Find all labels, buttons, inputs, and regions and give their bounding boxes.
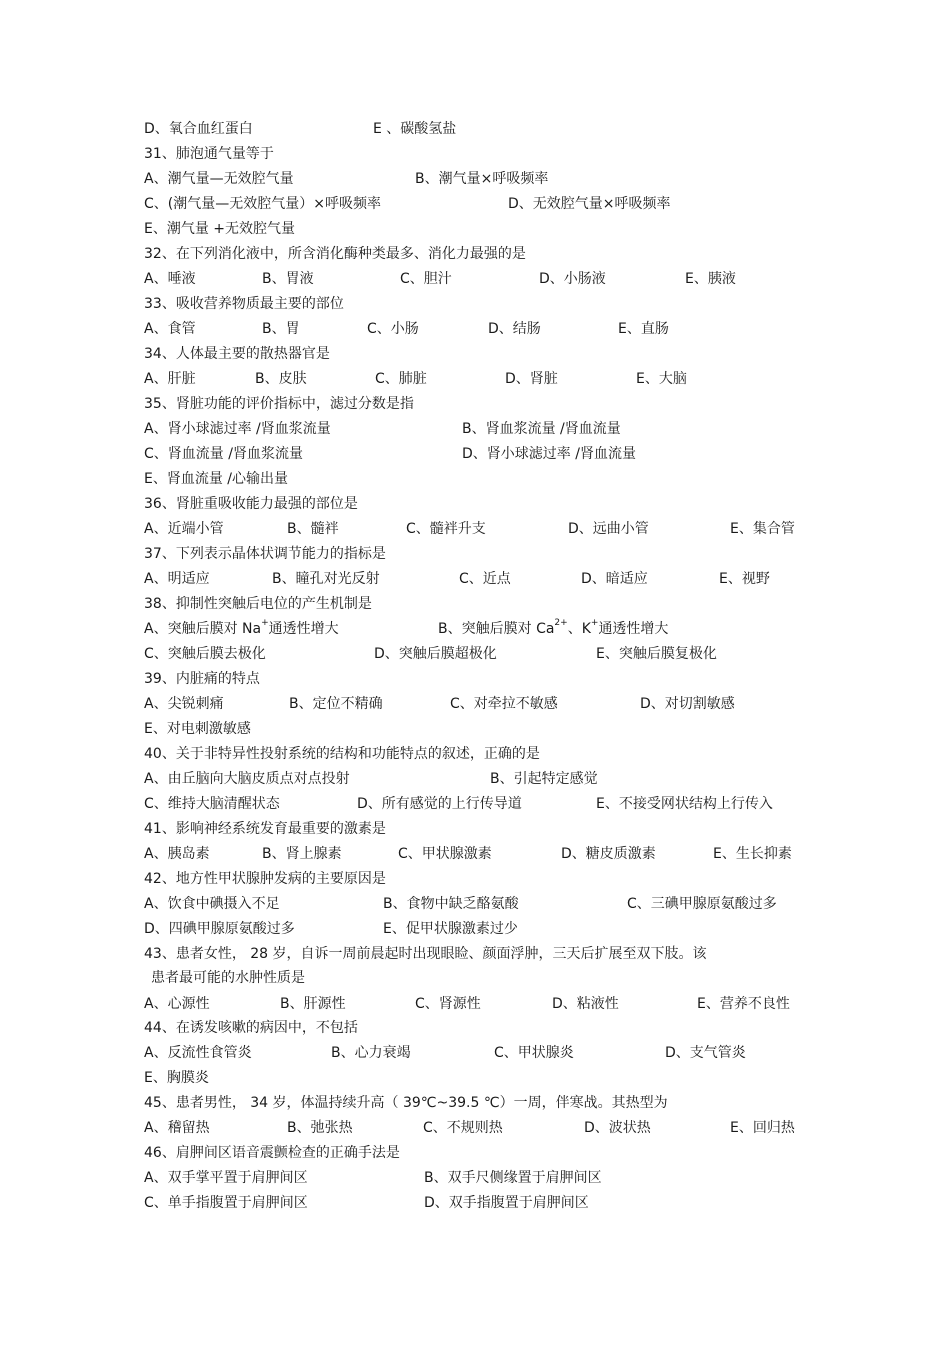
question-38: 38、抑制性突触后电位的产生机制是 [144,596,372,612]
question-line [0,943,950,965]
option-b: B、瞳孔对光反射 [272,571,380,587]
option-e: E、肾血流量 /心输出量 [144,471,289,487]
option-line [0,1192,950,1214]
option-c: C、突触后膜去极化 [144,646,266,662]
question-41: 41、影响神经系统发育最重要的激素是 [144,821,386,837]
option-b: B、食物中缺乏酪氨酸 [383,896,519,912]
question-39: 39、内脏痛的特点 [144,671,260,687]
option-d: D、糖皮质激素 [561,846,656,862]
option-d: D、粘液性 [552,996,619,1012]
question-46: 46、肩胛间区语音震颤检查的正确手法是 [144,1145,400,1161]
option-d: D、结肠 [488,321,541,337]
option-e: E、视野 [719,571,770,587]
option-line [0,268,950,290]
option-line [0,518,950,540]
option-line [0,1067,950,1089]
option-d: D、肾脏 [505,371,558,387]
option-d: D、暗适应 [581,571,648,587]
option-line [0,793,950,815]
question-line [0,668,950,690]
option-a: A、胰岛素 [144,846,210,862]
option-c: C、肺脏 [375,371,427,387]
option-a: A、心源性 [144,996,210,1012]
option-c: C、肾源性 [415,996,481,1012]
option-line [0,118,950,140]
question-31: 31、肺泡通气量等于 [144,146,274,162]
question-line [0,493,950,515]
question-40: 40、关于非特异性投射系统的结构和功能特点的叙述，正确的是 [144,746,540,762]
option-d: D、肾小球滤过率 /肾血流量 [462,446,636,462]
question-line [0,343,950,365]
option-c: C、小肠 [367,321,419,337]
option-line [0,443,950,465]
option-e: E、直肠 [618,321,669,337]
question-line-continued [0,967,950,989]
option-line [0,468,950,490]
question-line [0,743,950,765]
question-line [0,543,950,565]
option-d: D、小肠液 [539,271,606,287]
option-e: E、回归热 [730,1120,795,1136]
option-a: A、饮食中碘摄入不足 [144,896,280,912]
option-d: D、远曲小管 [568,521,649,537]
option-b: B、突触后膜对 $Ca^{2+}$、K+通透性增大 [438,618,669,637]
option-e: E、集合管 [730,521,795,537]
option-line [0,718,950,740]
option-a: A、尖锐刺痛 [144,696,224,712]
option-c: C、不规则热 [423,1120,503,1136]
question-36: 36、肾脏重吸收能力最强的部位是 [144,496,358,512]
question-line [0,593,950,615]
option-d: D、四碘甲腺原氨酸过多 [144,921,295,937]
option-b: B、双手尺侧缘置于肩胛间区 [424,1170,602,1186]
option-line [0,168,950,190]
option-b: B、肝源性 [280,996,346,1012]
option-d: D、双手指腹置于肩胛间区 [424,1195,589,1211]
option-line [0,318,950,340]
question-44: 44、在诱发咳嗽的病因中，不包括 [144,1020,358,1036]
option-c: C、(潮气量—无效腔气量）×呼吸频率 [144,196,381,212]
option-a: A、食管 [144,321,196,337]
option-d: D、对切割敏感 [640,696,735,712]
option-e: E、促甲状腺激素过少 [383,921,518,937]
option-c: C、单手指腹置于肩胛间区 [144,1195,308,1211]
option-d: D、无效腔气量×呼吸频率 [508,196,671,212]
question-line [0,293,950,315]
option-b: B、肾上腺素 [262,846,342,862]
option-line [0,218,950,240]
question-line [0,818,950,840]
question-43-continued: 患者最可能的水肿性质是 [151,970,305,986]
option-c: C、甲状腺激素 [398,846,492,862]
question-line [0,1017,950,1039]
option-e: E、胰液 [685,271,736,287]
option-line [0,618,950,640]
option-a: A、潮气量—无效腔气量 [144,171,294,187]
option-line [0,643,950,665]
option-d: D、波状热 [584,1120,651,1136]
option-a: A、稽留热 [144,1120,210,1136]
option-a: A、肝脏 [144,371,196,387]
option-c: C、近点 [459,571,511,587]
option-c: C、胆汁 [400,271,452,287]
option-c: C、维持大脑清醒状态 [144,796,280,812]
option-b: B、肾血浆流量 /肾血流量 [462,421,621,437]
option-line [0,568,950,590]
option-a: A、反流性食管炎 [144,1045,252,1061]
option-e: E、胸膜炎 [144,1070,209,1086]
question-line [0,143,950,165]
option-a: A、明适应 [144,571,210,587]
question-37: 37、下列表示晶体状调节能力的指标是 [144,546,386,562]
question-33: 33、吸收营养物质最主要的部位 [144,296,344,312]
option-line [0,893,950,915]
option-a: A、近端小管 [144,521,224,537]
option-e: E、生长抑素 [713,846,792,862]
option-b: B、胃液 [262,271,314,287]
option-line [0,993,950,1015]
option-d: D、所有感觉的上行传导道 [357,796,522,812]
question-line [0,1142,950,1164]
option-line [0,193,950,215]
option-e: E、大脑 [636,371,687,387]
option-c: C、对牵拉不敏感 [450,696,558,712]
option-line [0,1167,950,1189]
option-b: B、潮气量×呼吸频率 [415,171,549,187]
option-b: B、髓袢 [287,521,339,537]
option-d: D、氧合血红蛋白 [144,121,253,137]
option-line [0,1117,950,1139]
question-34: 34、人体最主要的散热器官是 [144,346,330,362]
question-line [0,243,950,265]
question-line [0,393,950,415]
question-35: 35、肾脏功能的评价指标中，滤过分数是指 [144,396,414,412]
option-line [0,918,950,940]
option-e: E、不接受网状结构上行传入 [596,796,773,812]
option-b: B、心力衰竭 [331,1045,411,1061]
option-a: A、由丘脑向大脑皮质点对点投射 [144,771,350,787]
question-42: 42、地方性甲状腺肿发病的主要原因是 [144,871,386,887]
option-c: C、甲状腺炎 [494,1045,574,1061]
question-32: 32、在下列消化液中，所含消化酶种类最多、消化力最强的是 [144,246,526,262]
question-line [0,868,950,890]
option-e: E、突触后膜复极化 [596,646,717,662]
option-c: C、髓袢升支 [406,521,486,537]
option-b: B、引起特定感觉 [490,771,598,787]
question-43: 43、患者女性， 28 岁，自诉一周前晨起时出现眼睑、颜面浮肿，三天后扩展至双下肢。该 [144,946,707,962]
option-b: B、胃 [262,321,300,337]
option-line [0,843,950,865]
option-e: E、对电刺激敏感 [144,721,251,737]
option-b: B、定位不精确 [289,696,383,712]
option-e: E 、碳酸氢盐 [373,121,457,137]
option-e: E、营养不良性 [697,996,790,1012]
option-a: A、唾液 [144,271,196,287]
question-line [0,1092,950,1114]
option-a: A、双手掌平置于肩胛间区 [144,1170,308,1186]
option-b: B、弛张热 [287,1120,353,1136]
option-d: D、突触后膜超极化 [374,646,497,662]
question-45: 45、患者男性， 34 岁，体温持续升高（ 39℃~39.5 ℃）一周，伴寒战。其热型为 [144,1095,668,1111]
option-line [0,1042,950,1064]
option-line [0,368,950,390]
option-a: A、肾小球滤过率 /肾血浆流量 [144,421,331,437]
option-a: A、突触后膜对 Na+通透性增大 [144,618,339,637]
option-b: B、皮肤 [255,371,307,387]
option-line [0,768,950,790]
option-e: E、潮气量 +无效腔气量 [144,221,296,237]
option-line [0,418,950,440]
option-line [0,693,950,715]
option-d: D、支气管炎 [665,1045,746,1061]
option-c: C、三碘甲腺原氨酸过多 [627,896,777,912]
option-c: C、肾血流量 /肾血浆流量 [144,446,303,462]
